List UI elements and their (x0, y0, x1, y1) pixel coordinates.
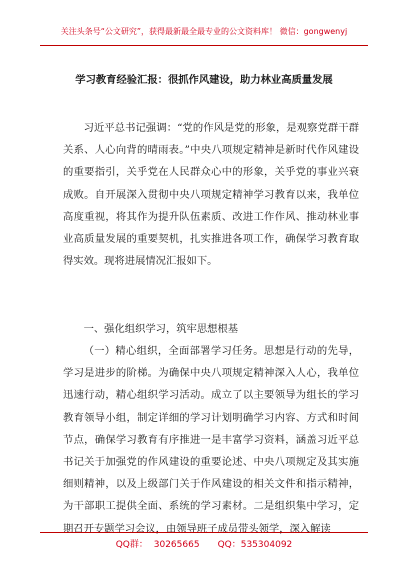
header-banner: 关注头条号“公文研究”，获得最新最全最专业的公文资料库！ 微信：gongwenyj (60, 27, 348, 36)
page-title: 学习教育经验汇报：很抓作风建设，助力林业高质量发展 (75, 74, 333, 86)
footer-qq-group: QQ群： 30265665 (115, 540, 200, 550)
paragraph-intro: 习近平总书记强调：“党的作风是党的形象，是观察党群干群关系、人心向背的晴雨表。”中央八项规定精神是新时代作风建设的重要指引，关乎党在人民群众心中的形象，关乎党的事业兴衰成败。自开展深入贯彻中央八项规定精神学习教育以来，我单位高度重视，将其作为提升队伍素质、改进工作作风、推动林业事业高质量发展的重要契机，扎实推进各项工作，确保学习教育取得实效。现将进展情况汇报如下。 (63, 122, 359, 268)
footer (0, 537, 408, 550)
section-heading: 一、强化组织学习，筑牢思想根基 (83, 323, 239, 335)
footer-qq: QQ：535304092 (217, 540, 293, 550)
footer-divider (40, 532, 368, 533)
paragraph-section-1: （一）精心组织，全面部署学习任务。思想是行动的先导，学习是进步的阶梯。为确保中央八项规定精神深入人心，我单位迅速行动，精心组织学习活动。成立了以主要领导为组长的学习教育领导小组，制定详细的学习计划明确学习内容、方式和时间节点，确保学习教育有序推进一是丰富学习资料，涵盖习近平总书记关于加强党的作风建设的重要论述、中央八项规定及其实施细则精神，以及上级部门关于作风建设的相关文件和指示精神，为干部职工提供全面、系统的学习素材。二是组织集中学习，定期召开专题学习会议，由领导班子成员带头领学，深入解读 (63, 345, 359, 535)
header-divider (40, 45, 368, 46)
